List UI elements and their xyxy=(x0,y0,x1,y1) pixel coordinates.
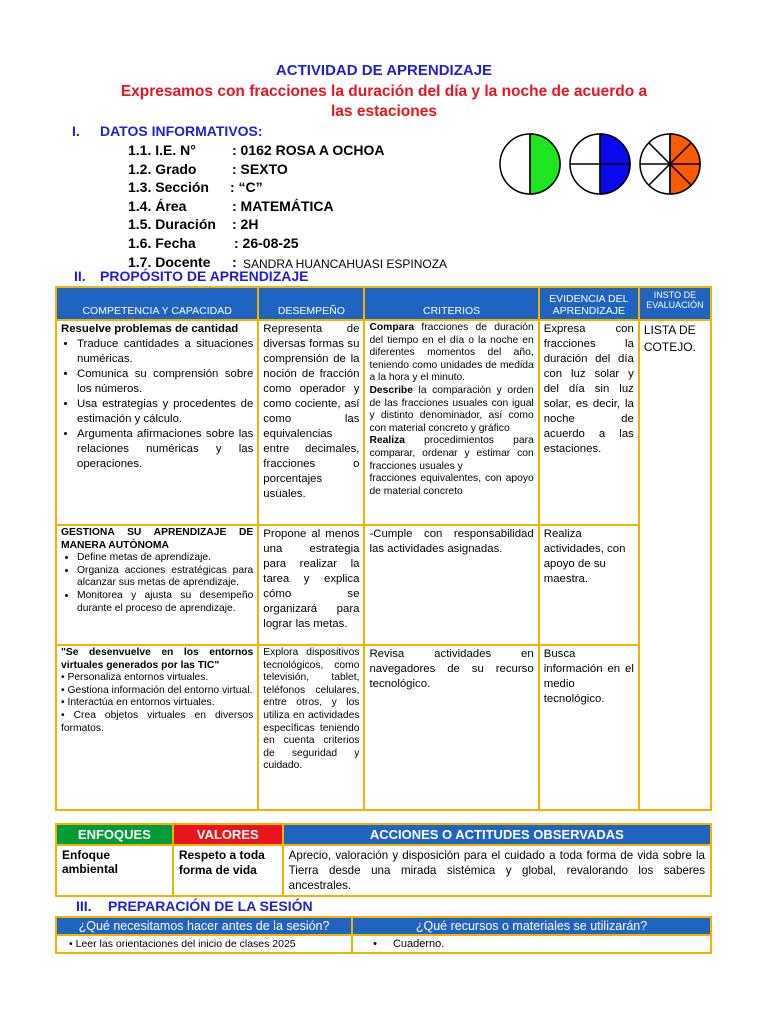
proposito-table xyxy=(55,286,712,811)
criterio-text: fracciones equivalentes, con apoyo de material concreto xyxy=(369,473,534,497)
list-item: • Interactúa en entornos virtuales. xyxy=(61,697,215,709)
header-valores: VALORES xyxy=(173,824,283,845)
list-item: • Comunica su comprensión sobre los números. xyxy=(77,367,253,397)
row2-desempeno: Propone al menos una estrategia para realizar la tarea y explica cómo se organizará para lograr las metas. xyxy=(258,525,364,645)
info-fecha: 1.6. Fecha : 26-08-25 xyxy=(128,234,299,251)
document-title: ACTIVIDAD DE APRENDIZAJE xyxy=(275,62,493,79)
answer-1: • Leer las orientaciones del inicio de clases 2025 xyxy=(56,935,352,953)
list-item: • Organiza acciones estratégicas para alcanzar sus metas de aprendizaje. xyxy=(77,565,253,590)
criterio-text: la comparación y orden de las fracciones usuales con igual y distinto denominador, así como con material concreto y gráfico xyxy=(369,384,534,434)
row1-desempeno: Representa de diversas formas su comprensión de la noción de fracción como operador y como cociente, así como las equivalencias entre decimales, fracciones o porcentajes usuales. xyxy=(258,320,364,525)
fraction-circle-quarters xyxy=(568,132,632,196)
info-block xyxy=(128,141,468,271)
row2-comp-title: GESTIONA SU APRENDIZAJE DE MANERA AUTÒNOMA xyxy=(61,527,254,551)
list-item: • Monitorea y ajusta su desempeño durante el proceso de aprendizaje. xyxy=(77,590,253,615)
row1-insto: LISTA DE COTEJO. xyxy=(639,320,711,810)
bullet: • xyxy=(373,938,377,950)
criterio-text: fracciones de duración del tiempo en el día o la noche en diferentes momentos del año, teniendo como unidades de medida a la hora y el minuto. xyxy=(369,322,534,384)
list-item: • Personaliza entornos virtuales. xyxy=(61,672,209,684)
header-desempeno: DESEMPEÑO xyxy=(258,287,364,320)
info-duracion: 1.5. Duración : 2H xyxy=(128,216,259,233)
info-seccion: 1.3. Sección : “C” xyxy=(128,179,263,196)
section-2-title: PROPÓSITO DE APRENDIZAJE xyxy=(100,268,309,284)
list-item: • Gestiona información del entorno virtual. xyxy=(61,684,253,696)
row3-criterios: Revisa actividades en navegadores de su recurso tecnológico. xyxy=(364,645,538,810)
info-ie: 1.1. I.E. N° : 0162 ROSA A OCHOA xyxy=(128,142,385,158)
criterio-compara xyxy=(369,322,533,385)
list-item: • Argumenta afirmaciones sobre las relaciones numéricas y las operaciones. xyxy=(77,427,253,472)
enfoques-table xyxy=(55,823,712,897)
info-area: 1.4. Área : MATEMÁTICA xyxy=(128,197,334,214)
section-1-number: I. xyxy=(72,123,80,139)
document-subtitle xyxy=(100,82,668,122)
list-item: • Traduce cantidades a situaciones numéricas. xyxy=(77,337,253,367)
row2-evidencia: Realiza actividades, con apoyo de su maestra. xyxy=(539,525,639,645)
subtitle-line-2: las estaciones xyxy=(331,103,437,120)
row3-evidencia: Busca información en el medio tecnológico. xyxy=(539,645,639,810)
subtitle-line-1: Expresamos con fracciones la duración del día y la noche de acuerdo a xyxy=(120,83,648,100)
header-evidencia: EVIDENCIA DEL APRENDIZAJE xyxy=(539,287,639,320)
enfoque-cell: Enfoque ambiental xyxy=(56,845,173,896)
header-insto: INSTO DE EVALUACIÓN xyxy=(639,287,711,320)
criterio-bold: Realiza xyxy=(369,435,405,447)
criterio-bold: Compara xyxy=(369,322,415,333)
row3-competencia xyxy=(56,645,258,810)
header-acciones: ACCIONES O ACTITUDES OBSERVADAS xyxy=(283,824,711,845)
row1-comp-title: Resuelve problemas de cantidad xyxy=(61,323,239,335)
answer-2 xyxy=(352,935,711,953)
list-item: • Crea objetos virtuales en diversos formatos. xyxy=(61,709,254,734)
section-1-title: DATOS INFORMATIVOS: xyxy=(100,123,263,139)
section-3-title: PREPARACIÓN DE LA SESIÓN xyxy=(108,898,313,914)
header-competencia: COMPETENCIA Y CAPACIDAD xyxy=(56,287,258,320)
row1-evidencia: Expresa con fracciones la duración del día con luz solar y del día sin luz solar, es decir, la noche de acuerdo a las estaciones. xyxy=(539,320,639,525)
row2-criterios: -Cumple con responsabilidad las actividades asignadas. xyxy=(364,525,538,645)
info-docente: 1.7. Docente : SANDRA HUANCAHUASI ESPINOZA xyxy=(128,253,448,271)
list-item: • Define metas de aprendizaje. xyxy=(77,552,253,565)
section-3-number: III. xyxy=(76,898,92,914)
header-enfoques: ENFOQUES xyxy=(56,824,173,845)
row3-desempeno: Explora dispositivos tecnológicos, como televisión, tablet, teléfonos celulares, entre otros, y los utiliza en actividades específicas teniendo en cuenta criterios de seguridad y cuidado. xyxy=(258,645,364,810)
info-grado: 1.2. Grado : SEXTO xyxy=(128,160,288,177)
fraction-circle-halves xyxy=(498,132,562,196)
list-item: • Usa estrategias y procedentes de estimación y cálculo. xyxy=(77,397,253,427)
row3-comp-title: "Se desenvuelve en los entornos virtuales generados por las TIC" xyxy=(61,647,254,671)
row1-criterios xyxy=(364,320,538,525)
criterio-describe xyxy=(369,385,533,435)
accion-cell: Aprecio, valoración y disposición para el cuidado a toda forma de vida sobre la Tierra desde una mirada sistémica y global, revalorando los saberes ancestrales. xyxy=(283,845,711,896)
preparacion-table xyxy=(55,916,712,954)
answer-2-text: Cuaderno. xyxy=(392,938,445,950)
row2-competencia xyxy=(56,525,258,645)
header-q2: ¿Qué recursos o materiales se utilizarán? xyxy=(352,917,711,935)
criterio-text: procedimientos para comparar, ordenar y estimar con fracciones usuales y xyxy=(369,435,534,472)
valor-cell: Respeto a toda forma de vida xyxy=(173,845,283,896)
header-q1: ¿Qué necesitamos hacer antes de la sesión? xyxy=(56,917,352,935)
header-criterios: CRITERIOS xyxy=(364,287,538,320)
row1-competencia xyxy=(56,320,258,525)
criterio-realiza xyxy=(369,435,533,473)
fraction-circle-eighths xyxy=(638,132,702,196)
criterio-bold: Describe xyxy=(369,384,413,396)
section-2-number: II. xyxy=(74,268,86,284)
